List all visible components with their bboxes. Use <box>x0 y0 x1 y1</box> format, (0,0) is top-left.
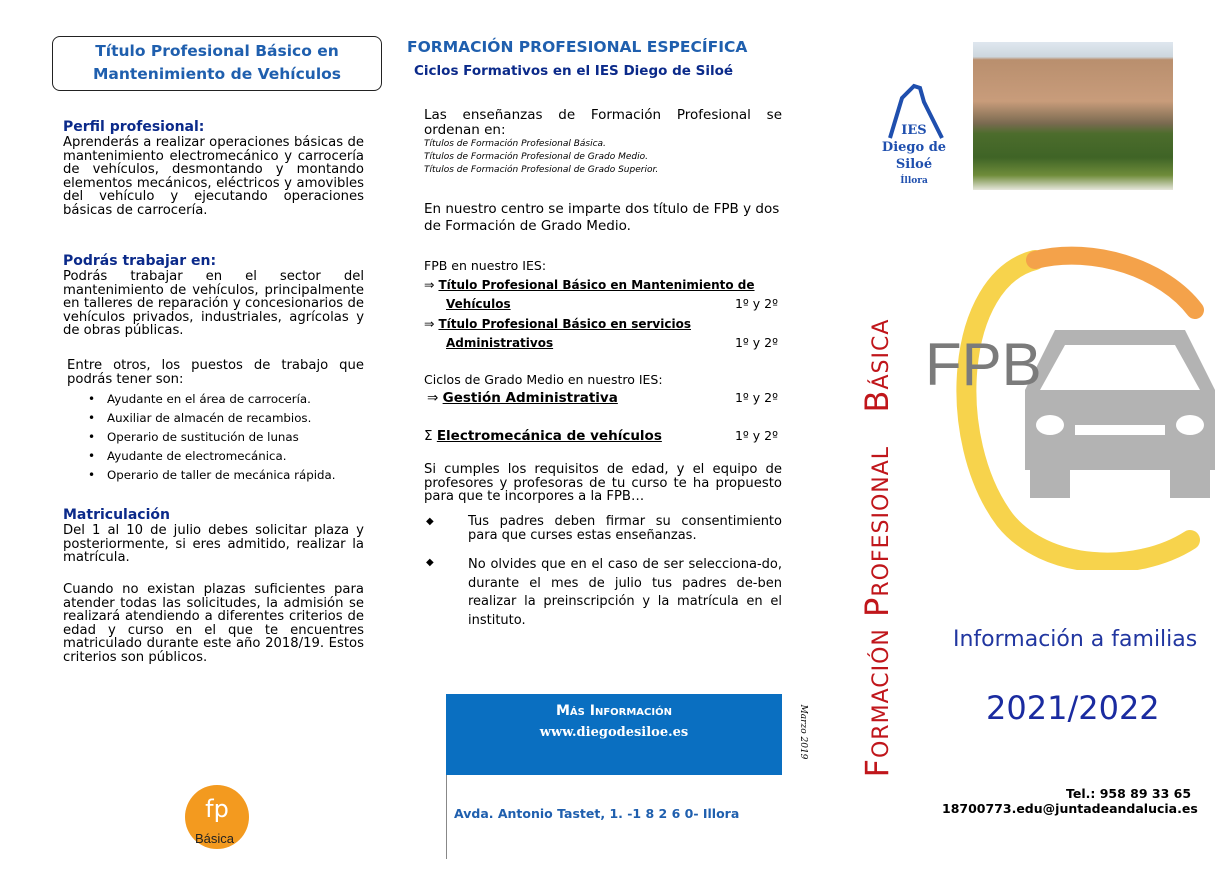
email[interactable]: 18700773.edu@juntadeandalucia.es <box>942 801 1198 816</box>
bullet-list <box>424 515 782 635</box>
gm-item: ⇒ Gestión Administrativa 1º y 2º <box>427 390 778 406</box>
arrow-icon: ⇒ <box>424 316 435 331</box>
fp-logo-sub: Básica <box>195 831 235 846</box>
gm-block <box>424 372 782 452</box>
fpe-heading: FORMACIÓN PROFESIONAL ESPECÍFICA <box>407 38 748 56</box>
curso: 2021/2022 <box>986 689 1160 727</box>
fpb-item-cont: Administrativos 1º y 2º <box>446 335 778 350</box>
centro-text: En nuestro centro se imparte dos título de FPB y dos de Formación de Grado Medio. <box>424 201 780 234</box>
telefono: Tel.: 958 89 33 65 <box>1066 786 1192 801</box>
list-item: • Ayudante en el área de carrocería. <box>63 390 364 409</box>
sigma-icon: Σ <box>424 428 433 444</box>
fp-basica-logo <box>185 785 249 849</box>
school-logo-line1: IES <box>901 123 927 138</box>
school-logo <box>862 78 966 190</box>
list-item: ◆ No olvides que en el caso de ser selecciona-do, durante el mes de julio tus padres de-ben realizar la preinscripción y la matrícula en el instituto. <box>426 557 782 628</box>
intro-block <box>424 108 782 177</box>
fpb-label: FPB en nuestro IES: <box>424 258 547 273</box>
list-item: • Operario de taller de mecánica rápida. <box>63 466 364 485</box>
date-vertical-wrap <box>796 690 810 775</box>
perfil-text: Aprenderás a realizar operaciones básicas de mantenimiento electromecánico y carrocería de vehículos, desmontando y montando elementos mecánicos, eléctricos y amovibles del vehículo y ejecutando operaciones básicas de carrocería. <box>63 135 364 218</box>
title-line2: Mantenimiento de Vehículos <box>92 65 342 83</box>
fpb-item: ⇒ Título Profesional Básico en servicios <box>424 316 691 331</box>
fpb-graphic <box>915 240 1220 570</box>
requisitos-text: Si cumples los requisitos de edad, y el equipo de profesores y profesoras de tu curso te ha propuesto para que te incorpores a la FPB… <box>424 462 782 504</box>
gm-item: Σ Electromecánica de vehículos 1º y 2º <box>424 428 778 444</box>
vertical-title-part2: Básica <box>858 318 896 413</box>
trabajar-text: Podrás trabajar en el sector del mantenimiento de vehículos, principalmente en talleres de reparación y concesionarios de vehículos privados, industriales, agrícolas y de obras públicas. <box>63 269 364 338</box>
mas-info-url[interactable]: www.diegodesiloe.es <box>539 725 689 740</box>
mas-info-box <box>446 694 782 775</box>
info-familias: Información a familias <box>953 627 1198 652</box>
arrow-icon: ⇒ <box>424 277 435 292</box>
perfil-heading: Perfil profesional: <box>63 119 205 135</box>
divider <box>446 775 447 859</box>
arrow-icon: ⇒ <box>427 390 439 406</box>
fpb-item-cont: Vehículos 1º y 2º <box>446 296 778 311</box>
date-vertical: Marzo 2019 <box>798 704 808 760</box>
tipo-item: Títulos de Formación Profesional de Grado Medio. <box>424 152 648 162</box>
diamond-icon: ◆ <box>426 557 434 568</box>
title-box <box>52 36 382 91</box>
trabajar-heading: Podrás trabajar en: <box>63 253 217 269</box>
puestos-list <box>63 390 364 485</box>
matricula-heading: Matriculación <box>63 507 170 523</box>
school-logo-line2: Diego de Siloé <box>881 140 947 172</box>
mas-info-title: Más Información <box>556 703 672 719</box>
car-icon <box>915 240 1220 570</box>
title-line1: Título Profesional Básico en <box>95 42 339 60</box>
puestos-intro: Entre otros, los puestos de trabajo que podrás tener son: <box>67 358 364 387</box>
address: Avda. Antonio Tastet, 1. -1 8 2 6 0- Illora <box>454 806 740 821</box>
intro-text: Las enseñanzas de Formación Profesional se ordenan en: <box>424 107 782 138</box>
fpb-graphic-text: FPB <box>925 331 1042 398</box>
list-item: ◆ Tus padres deben firmar su consentimiento para que curses estas enseñanzas. <box>426 514 782 543</box>
fpb-item: ⇒ Título Profesional Básico en Mantenimiento de <box>424 277 755 292</box>
matricula-text2: Cuando no existan plazas suficientes para atender todas las solicitudes, la admisión se realizará atendiendo a diferentes criterios de edad y curso en el que te encuentres matriculado durante este año 2018/19. Estos criterios son públicos. <box>63 582 364 665</box>
vertical-title-part1: Formación Profesional <box>858 445 896 778</box>
list-item: • Auxiliar de almacén de recambios. <box>63 409 364 428</box>
gm-label: Ciclos de Grado Medio en nuestro IES: <box>424 372 663 387</box>
list-item: • Ayudante de electromecánica. <box>63 447 364 466</box>
fp-logo-text: fp <box>205 795 229 823</box>
tipo-item: Títulos de Formación Profesional de Grado Superior. <box>424 165 659 175</box>
vertical-title <box>847 232 907 864</box>
matricula-text1: Del 1 al 10 de julio debes solicitar plaza y posteriormente, si eres admitido, realizar la matrícula. <box>63 523 364 565</box>
fpe-subheading: Ciclos Formativos en el IES Diego de Siloé <box>414 63 734 79</box>
tipo-item: Títulos de Formación Profesional Básica. <box>424 139 606 149</box>
school-photo <box>973 42 1173 190</box>
diamond-icon: ◆ <box>426 516 434 527</box>
list-item: • Operario de sustitución de lunas <box>63 428 364 447</box>
school-logo-line3: Íllora <box>900 176 928 186</box>
